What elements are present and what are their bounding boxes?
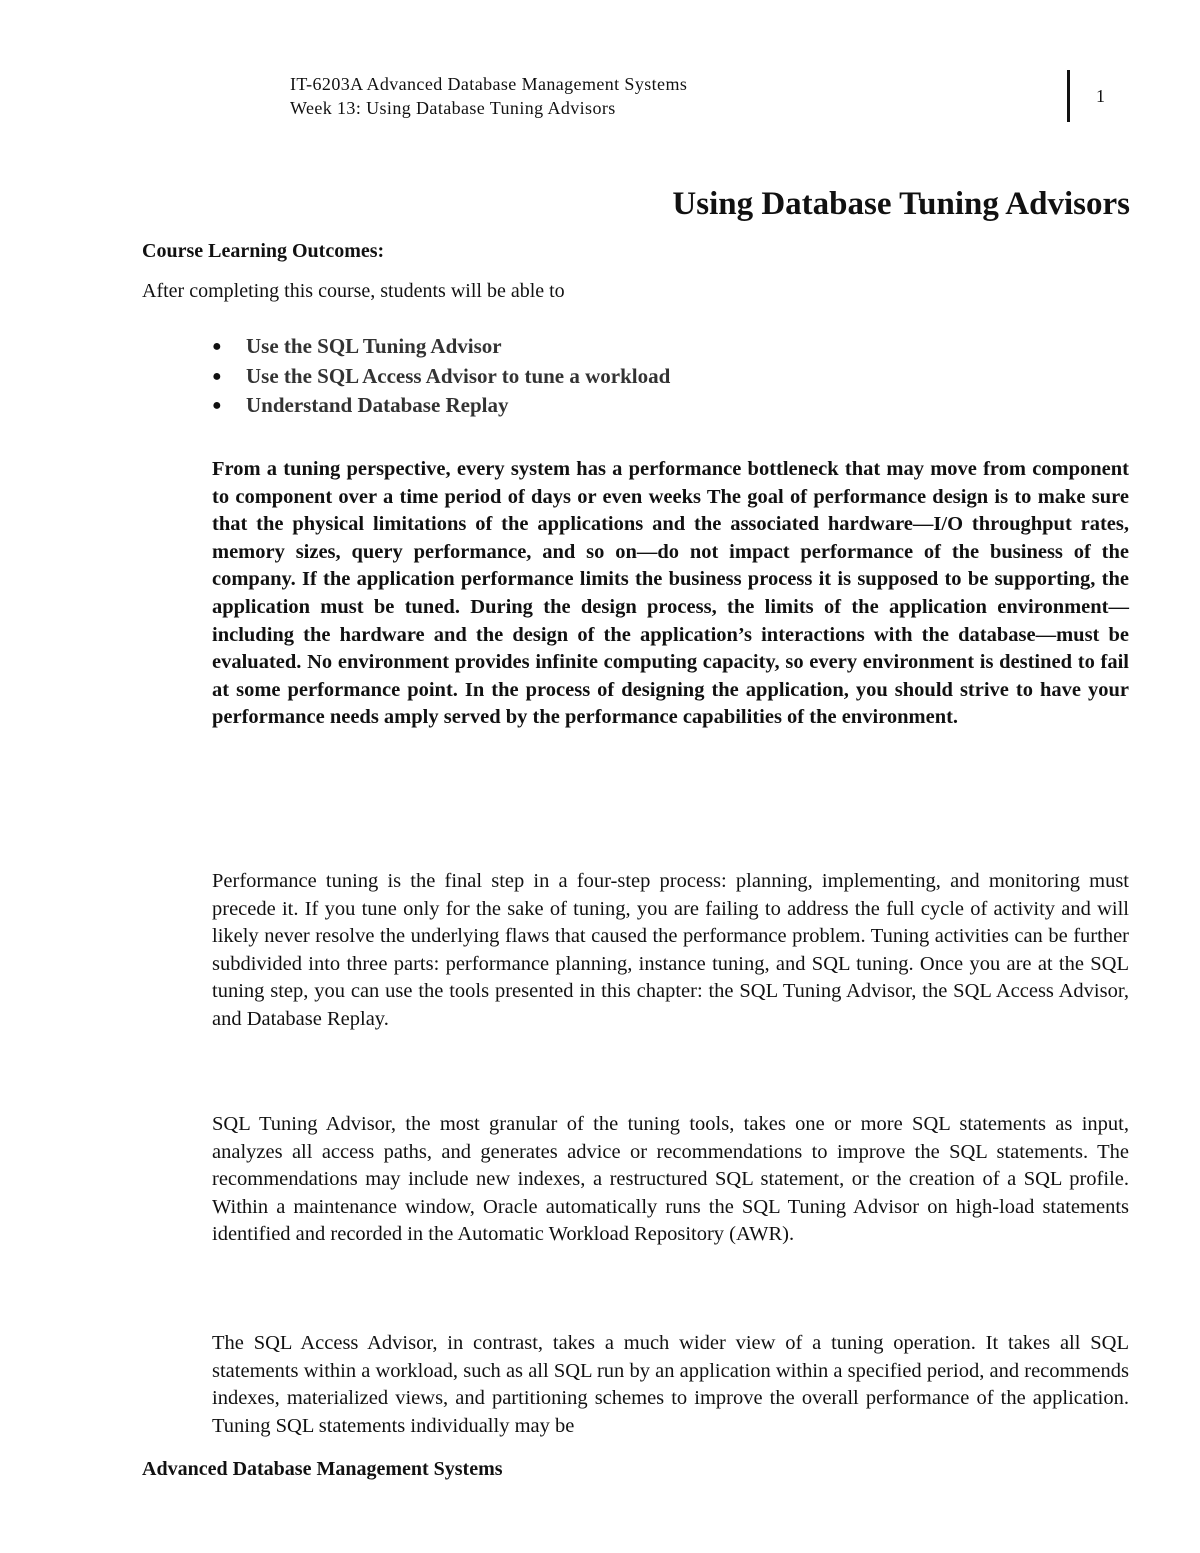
outcome-item xyxy=(212,362,670,392)
header-divider xyxy=(1067,70,1070,122)
outcomes-intro: After completing this course, students will be able to xyxy=(142,280,565,302)
outcome-item-text: Use the SQL Tuning Advisor xyxy=(246,334,502,358)
paragraph-performance-tuning: Performance tuning is the final step in a four-step process: planning, implementing, and monitoring must precede it. If you tune only for the sake of tuning, you are failing to address the full cycle of activity and will likely never resolve the underlying flaws that caused the performance problem. Tuning activities can be further subdivided into three parts: performance planning, instance tuning, and SQL tuning. Once you are at the SQL tuning step, you can use the tools presented in this chapter: the SQL Tuning Advisor, the SQL Access Advisor, and Database Replay. xyxy=(212,870,1129,1030)
outcomes-list xyxy=(212,332,670,421)
bullet-icon: ● xyxy=(212,338,222,355)
paragraph-sql-access-advisor: The SQL Access Advisor, in contrast, takes a much wider view of a tuning operation. It takes all SQL statements within a workload, such as all SQL run by an application within a specified period, and recommends indexes, materialized views, and partitioning schemes to improve the overall performance of the application. Tuning SQL statements individually may be xyxy=(212,1332,1129,1437)
bullet-icon: ● xyxy=(212,397,222,414)
header-week-line: Week 13: Using Database Tuning Advisors xyxy=(290,98,616,118)
bullet-icon: ● xyxy=(212,367,222,385)
page-number: 1 xyxy=(1096,86,1105,106)
header-course-line: IT-6203A Advanced Database Management Systems xyxy=(290,74,688,94)
outcome-item-text: Understand Database Replay xyxy=(246,393,509,417)
running-footer: Advanced Database Management Systems xyxy=(142,1458,503,1480)
outcome-item xyxy=(212,391,670,421)
paragraph-tuning-perspective: From a tuning perspective, every system has a performance bottleneck that may move from component to component over a time period of days or even weeks The goal of performance design is to make sure that the physical limitations of the applications and the associated hardware—I/O throughput rates, memory sizes, query performance, and so on—do not impact performance of the business of the company. If the application performance limits the business process it is supposed to be supporting, the application must be tuned. During the design process, the limits of the application environment—including the hardware and the design of the application’s interactions with the database—must be evaluated. No environment provides infinite computing capacity, so every environment is destined to fail at some performance point. In the process of designing the application, you should strive to have your performance needs amply served by the performance capabilities of the environment. xyxy=(212,458,1129,729)
outcome-item xyxy=(212,332,670,362)
outcomes-heading: Course Learning Outcomes: xyxy=(142,240,385,262)
outcome-item-text: Use the SQL Access Advisor to tune a workload xyxy=(246,363,671,388)
document-title: Using Database Tuning Advisors xyxy=(672,186,1130,222)
running-header xyxy=(290,72,687,120)
paragraph-sql-tuning-advisor: SQL Tuning Advisor, the most granular of the tuning tools, takes one or more SQL statements as input, analyzes all access paths, and generates advice or recommendations to improve the SQL statements. The recommendations may include new indexes, a restructured SQL statement, or the creation of a SQL profile. Within a maintenance window, Oracle automatically runs the SQL Tuning Advisor on high-load statements identified and recorded in the Automatic Workload Repository (AWR). xyxy=(212,1113,1129,1246)
